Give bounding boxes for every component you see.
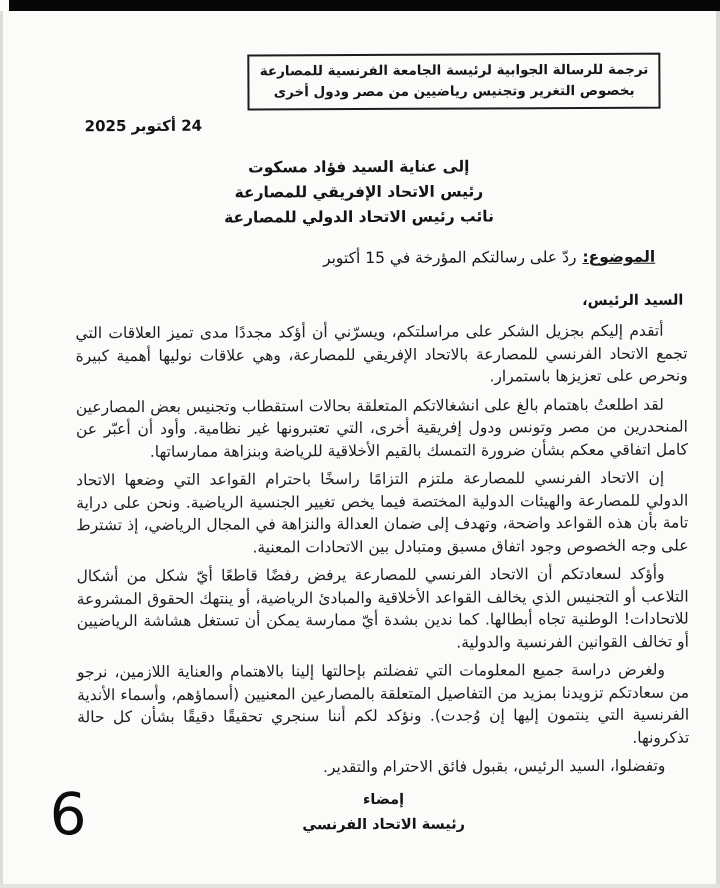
letter-paragraph-5: ولغرض دراسة جميع المعلومات التي تفضلتم بإحالتها إلينا بالاهتمام والعناية اللازمين، نرجو من سعادتكم تزويدنا بمزيد من التفاصيل المتعلقة بالمصارعين المعنيين (أسماؤهم، وأسماء الأندية الفرنسية التي ينتمون إليها إن وُجدت). ونؤكد لكم أننا سنجري تحقيقًا دقيقًا بشأن كل حالة تذكرونها. [76, 660, 690, 747]
translation-note-box [248, 53, 661, 111]
closing-line: وتفضلوا، السيد الرئيس، بقبول فائق الاحترام والتقدير. [322, 756, 666, 777]
subject-text: ردّ على رسالتكم المؤرخة في 15 أكتوبر [323, 248, 577, 268]
translation-note-line2: بخصوص التغرير وتجنيس رياضيين من مصر ودول أخرى [273, 82, 635, 101]
letter-paragraph-4: وأؤكد لسعادتكم أن الاتحاد الفرنسي للمصارعة يرفض رفضًا قاطعًا أيّ شكل من أشكال التلاعب أو التجنيس الذي يخالف القواعد الأخلاقية والمبادئ الرياضية، أو ينتهك الحقوق المشروعة للاتحادات! الوطنية تجاه أبطالها. كما ندين بشدة أيّ ممارسة يمكن أن تستغل هشاشة الرياضيين أو تخالف القوانين الفرنسية والدولية. [76, 564, 689, 652]
subject-label: الموضوع: [582, 247, 656, 267]
letter-paragraph-1: أتقدم إليكم بجزيل الشكر على مراسلتكم، ويسرّني أن أؤكد مجددًا مدى تميز العلاقات التي تجمع الاتحاد الفرنسي للمصارعة بالاتحاد الإفريقي للمصارعة، وهي علاقات نوليها أهمية كبيرة ونحرص على تعزيزها باستمرار. [75, 321, 688, 386]
signature-name: رئيسة الاتحاد الفرنسي [302, 816, 466, 833]
addressee-block [0, 153, 719, 231]
page-number: 6 [49, 780, 87, 849]
letter-paragraph-3: إن الاتحاد الفرنسي للمصارعة ملتزم التزامًا راسخًا باحترام القواعد التي وضعها الاتحاد الدولي للمصارعة والهيئات الدولية المختصة فيما يخص تغيير الجنسية الرياضية. ونحن على دراية تامة بأن هذه القواعد واضحة، وتهدف إلى ضمان العدالة والنزاهة في المجال الرياضي، إذ تشترط على وجه الخصوص وجود اتفاق مسبق ومتبادل بين الاتحادات المعنية. [76, 468, 689, 556]
letter-body [75, 320, 689, 839]
signature-block [78, 786, 690, 839]
letter-paragraph-2: لقد اطلعتُ باهتمام بالغ على انشغالاتكم المتعلقة بحالات استقطاب وتجنيس بعض المصارعين المنحدرين من مصر وتونس ودول إفريقية أخرى، التي تعتبرونها غير نظامية. وأود أن أعبّر عن كامل اتفاقي معكم بشأن ضرورة التمسك بالقيم الأخلاقية للرياضة وبنزاهة ممارساتها. [75, 395, 689, 461]
salutation: السيد الرئيس، [582, 292, 684, 310]
addressee-title-1: رئيس الاتحاد الإفريقي للمصارعة [234, 182, 484, 202]
signature-label: إمضاء [362, 791, 405, 808]
letter-date: 24 أكتوبر 2025 [84, 116, 203, 136]
addressee-name: إلى عناية السيد فؤاد مسكوت [248, 157, 470, 177]
subject-line [323, 248, 655, 267]
addressee-title-2: نائب رئيس الاتحاد الدولي للمصارعة [224, 207, 494, 227]
translation-note-line1: ترجمة للرسالة الجوابية لرئيسة الجامعة الفرنسية للمصارعة [259, 61, 649, 80]
